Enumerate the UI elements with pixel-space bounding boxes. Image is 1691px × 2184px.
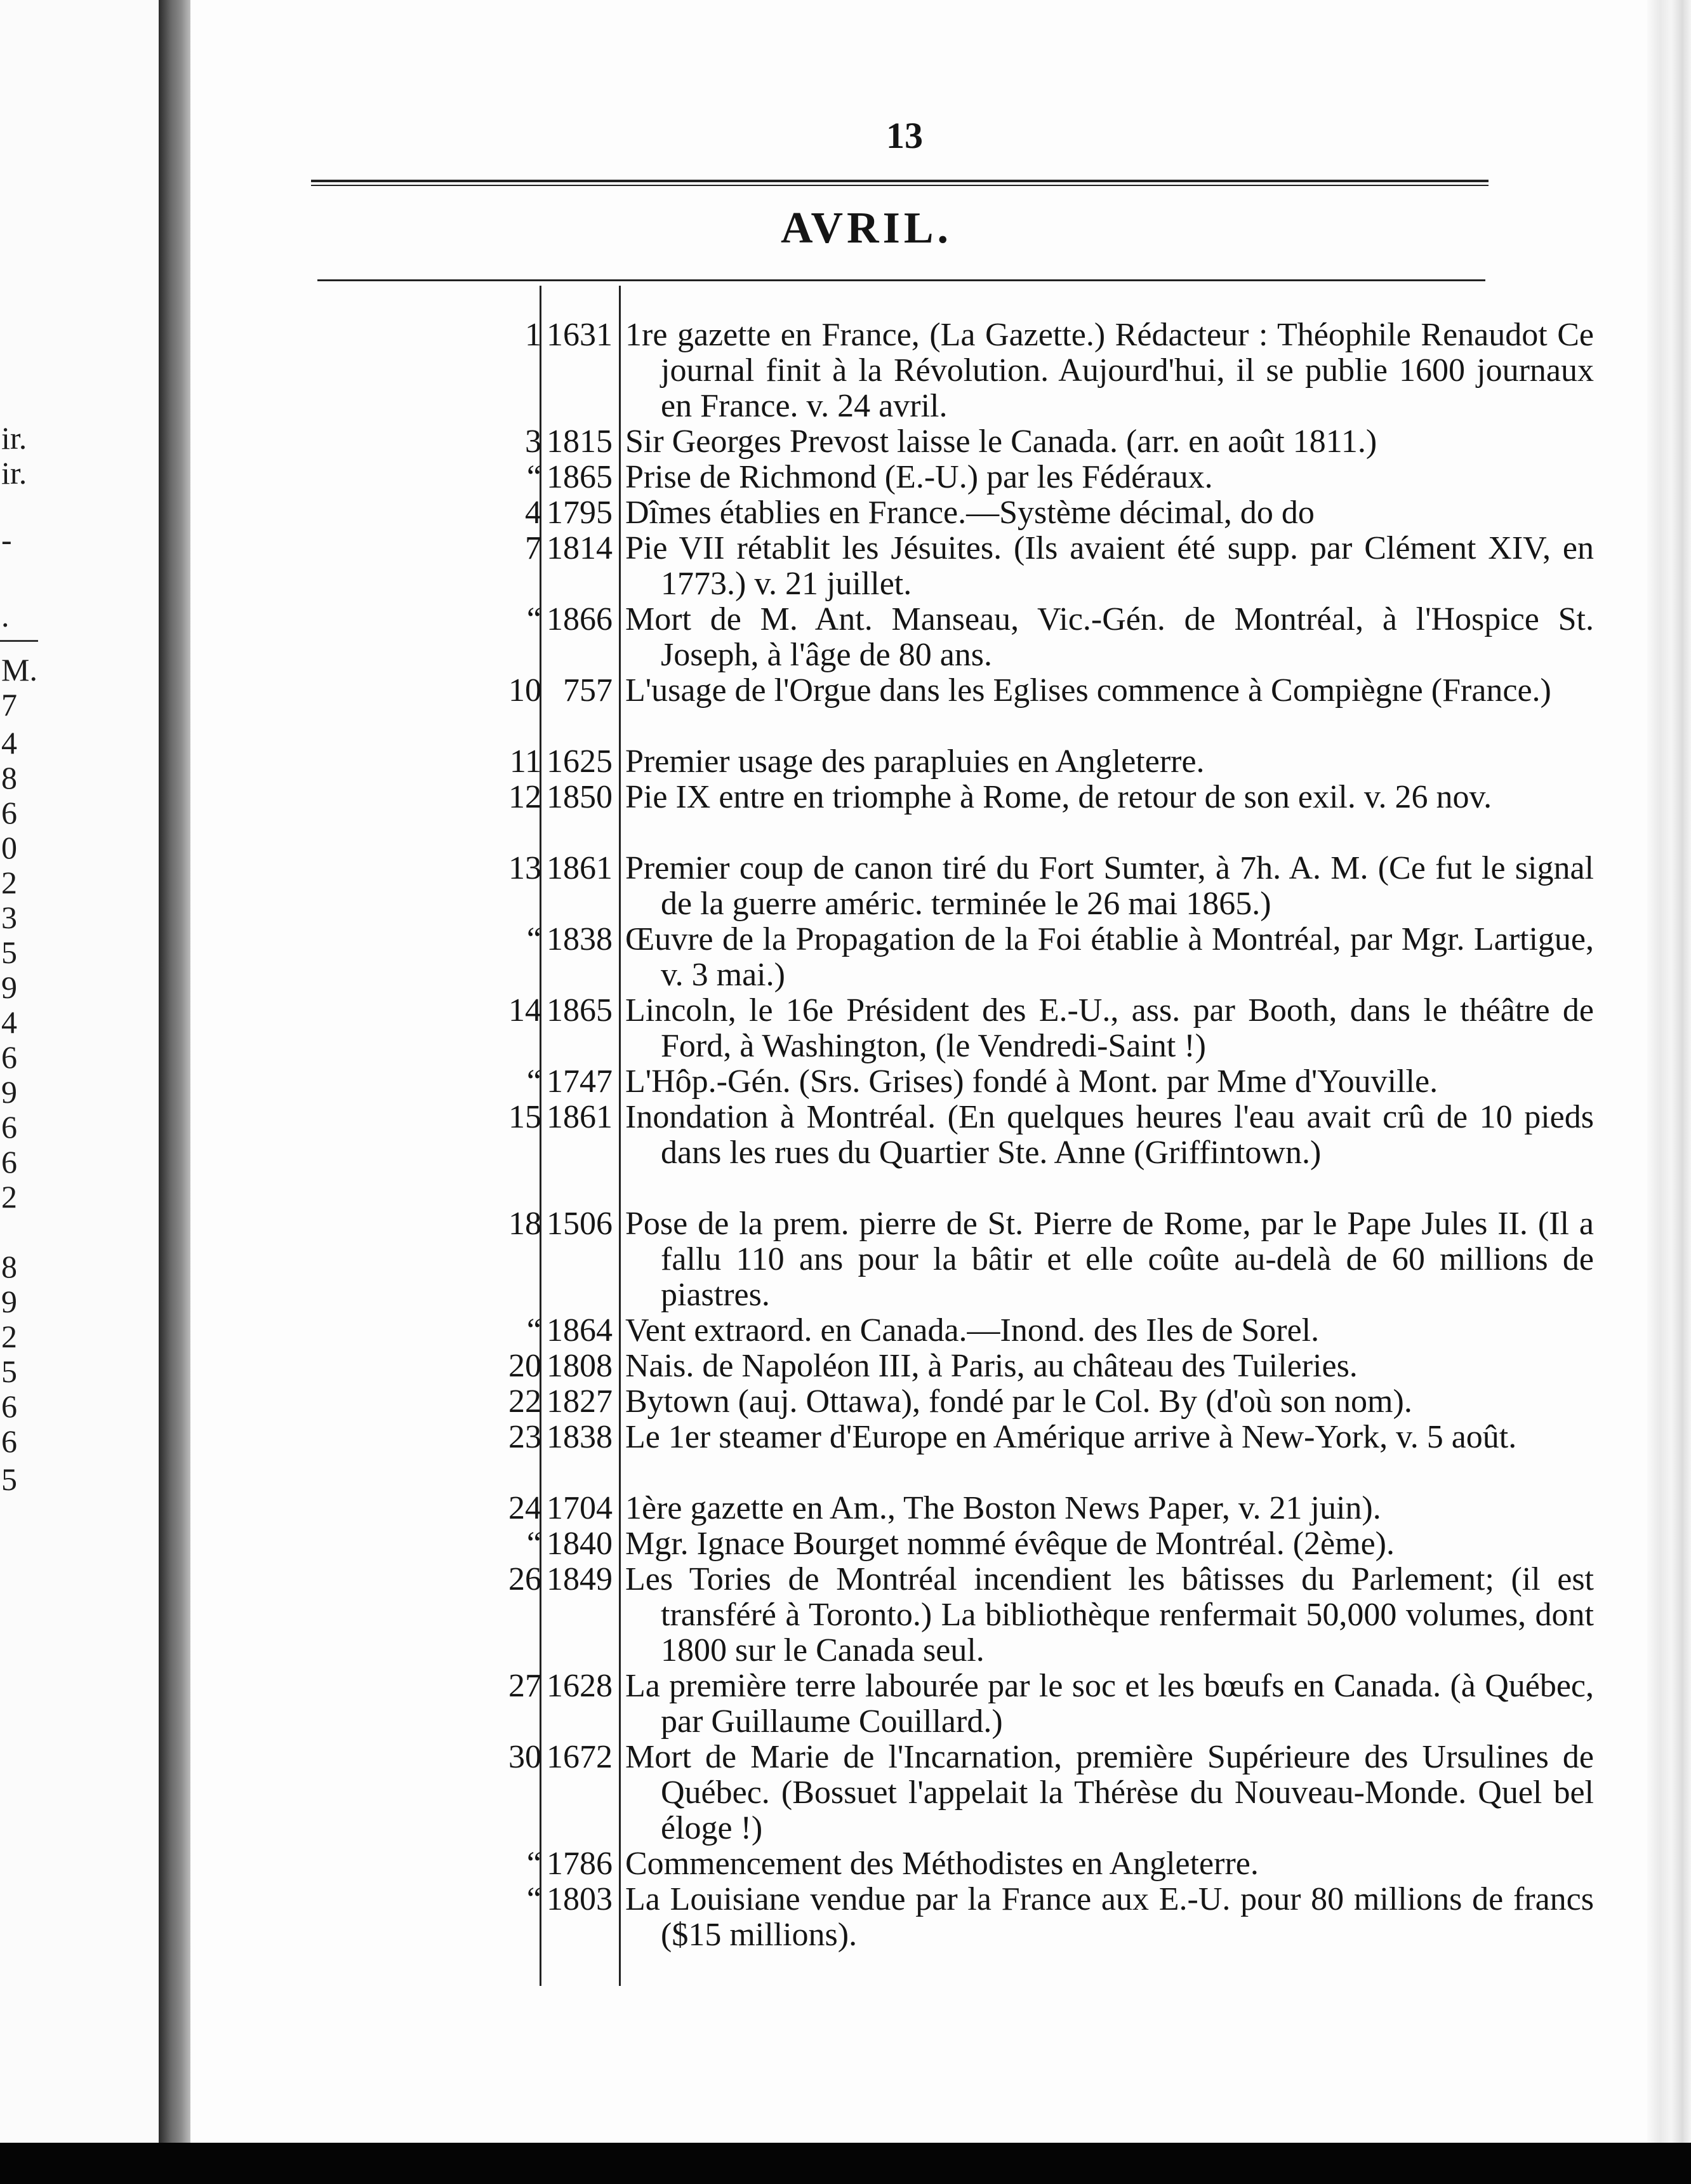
previous-page-fragment: 5 (1, 1354, 17, 1389)
entry-text: La première terre labourée par le soc et les bœufs en Canada. (à Québec, par Guillaume Couillard.) (625, 1668, 1594, 1740)
entry-text: 1ère gazette en Am., The Boston News Paper, v. 21 juin). (625, 1490, 1381, 1526)
entry-day: “ (526, 1063, 541, 1100)
top-rule (311, 180, 1489, 182)
entry-year: 1672 (547, 1739, 613, 1775)
entry-year: 1808 (547, 1348, 613, 1384)
previous-page-fragment: 5 (1, 935, 17, 970)
entry-year: 1866 (547, 601, 613, 637)
entry-text: Le 1er steamer d'Europe en Amérique arrive à New-York, v. 5 août. (625, 1419, 1517, 1455)
entry-day: “ (526, 1312, 541, 1348)
previous-page-fragment: 3 (1, 900, 17, 935)
entry-text: Commencement des Méthodistes en Angleterre. (625, 1846, 1259, 1882)
entry-day: “ (526, 1846, 541, 1882)
previous-page-edge (0, 0, 159, 2143)
entry-day: 22 (508, 1383, 541, 1420)
entry-year: 1861 (547, 850, 613, 886)
entry-day: 4 (525, 495, 541, 531)
entry-text: Sir Georges Prevost laisse le Canada. (arr. en août 1811.) (625, 423, 1377, 460)
entry-day: 27 (508, 1668, 541, 1704)
entry-text: Bytown (auj. Ottawa), fondé par le Col. By (d'où son nom). (625, 1383, 1412, 1420)
entry-text: Œuvre de la Propagation de la Foi établie à Montréal, par Mgr. Lartigue, v. 3 mai.) (625, 921, 1594, 993)
previous-page-fragment: 9 (1, 1074, 17, 1110)
entry-year: 1864 (547, 1312, 613, 1348)
entry-day: 7 (525, 530, 541, 566)
entry-year: 1861 (547, 1099, 613, 1135)
entry-year: 1838 (547, 1419, 613, 1455)
year-column-line (619, 286, 621, 1986)
entry-year: 1865 (547, 992, 613, 1029)
entry-text: Lincoln, le 16e Président des E.-U., ass. par Booth, dans le théâtre de Ford, à Washington, (le Vendredi-Saint !) (625, 992, 1594, 1064)
previous-page-fragment: 6 (1, 1109, 17, 1145)
entry-text: Mgr. Ignace Bourget nommé évêque de Montréal. (2ème). (625, 1526, 1395, 1562)
entry-day: 20 (508, 1348, 541, 1384)
entry-year: 1704 (547, 1490, 613, 1526)
previous-page-fragment: 7 (1, 687, 17, 722)
entry-text: Mort de Marie de l'Incarnation, première Supérieure des Ursulines de Québec. (Bossuet l'appelait la Thérèse du Nouveau-Monde. Quel bel éloge !) (625, 1739, 1594, 1846)
previous-page-fragment: 4 (1, 725, 17, 761)
previous-page-fragment: - (1, 522, 12, 557)
entry-day: 30 (508, 1739, 541, 1775)
entry-day: 13 (508, 850, 541, 886)
entry-text: L'Hôp.-Gén. (Srs. Grises) fondé à Mont. par Mme d'Youville. (625, 1063, 1438, 1100)
entry-year: 1628 (547, 1668, 613, 1704)
entry-day: “ (526, 1526, 541, 1562)
entry-year: 1849 (547, 1561, 613, 1597)
entry-year: 1815 (547, 423, 613, 460)
entry-year: 1840 (547, 1526, 613, 1562)
previous-page-fragment: 4 (1, 1004, 17, 1040)
previous-page-fragment: 6 (1, 1423, 17, 1459)
previous-page-fragment: 2 (1, 865, 17, 900)
previous-page-fragment: 6 (1, 1388, 17, 1424)
previous-page-fragment: 6 (1, 795, 17, 830)
previous-page-fragment: ir. (1, 420, 27, 456)
scan-bottom-border (0, 2143, 1691, 2184)
entry-text: Pie VII rétablit les Jésuites. (Ils avaient été supp. par Clément XIV, en 1773.) v. 21 juillet. (625, 530, 1594, 602)
previous-page-fragment: 0 (1, 830, 17, 865)
entry-year: 1814 (547, 530, 613, 566)
entry-day: 15 (508, 1099, 541, 1135)
previous-page-fragment: M. (1, 652, 37, 688)
entry-year: 1631 (547, 317, 613, 353)
entry-day: 11 (509, 743, 541, 780)
previous-page-fragment: 2 (1, 1319, 17, 1354)
entry-text: Vent extraord. en Canada.—Inond. des Iles de Sorel. (625, 1312, 1320, 1348)
entry-year: 1865 (547, 459, 613, 495)
entry-day: 1 (525, 317, 541, 353)
entry-year: 1838 (547, 921, 613, 957)
entry-day: “ (526, 459, 541, 495)
previous-page-rule (0, 640, 38, 642)
page-number: 13 (886, 115, 923, 156)
entry-year: 1506 (547, 1206, 613, 1242)
entry-day: 24 (508, 1490, 541, 1526)
previous-page-fragment: 5 (1, 1462, 17, 1497)
entry-day: 18 (508, 1206, 541, 1242)
entry-day: “ (526, 601, 541, 637)
entry-text: Inondation à Montréal. (En quelques heures l'eau avait crû de 10 pieds dans les rues du Quartier Ste. Anne (Griffintown.) (625, 1099, 1594, 1171)
entry-day: “ (526, 1881, 541, 1917)
entry-day: 3 (525, 423, 541, 460)
entry-year: 1803 (547, 1881, 613, 1917)
entry-year: 1850 (547, 779, 613, 815)
entry-day: 12 (508, 779, 541, 815)
previous-page-fragment: 2 (1, 1179, 17, 1215)
previous-page-fragment: 6 (1, 1039, 17, 1075)
entry-year: 1827 (547, 1383, 613, 1420)
entry-day: 10 (508, 672, 541, 709)
page (190, 0, 1647, 2143)
entry-day: “ (526, 921, 541, 957)
previous-page-fragment: ir. (1, 455, 27, 491)
book-gutter (159, 0, 190, 2143)
entry-text: L'usage de l'Orgue dans les Eglises commence à Compiègne (France.) (625, 672, 1551, 709)
entry-day: 14 (508, 992, 541, 1029)
previous-page-fragment: 6 (1, 1144, 17, 1180)
entry-text: Premier coup de canon tiré du Fort Sumter, à 7h. A. M. (Ce fut le signal de la guerre améric. terminée le 26 mai 1865.) (625, 850, 1594, 922)
previous-page-fragment: 9 (1, 1284, 17, 1319)
top-rule-thin (311, 185, 1489, 186)
page-stack-edge (1647, 0, 1691, 2143)
previous-page-fragment: 8 (1, 1249, 17, 1284)
entry-year: 1625 (547, 743, 613, 780)
entry-year: 1795 (547, 495, 613, 531)
previous-page-fragment: . (1, 598, 10, 634)
entry-text: Prise de Richmond (E.-U.) par les Fédéraux. (625, 459, 1213, 495)
entry-text: Mort de M. Ant. Manseau, Vic.-Gén. de Montréal, à l'Hospice St. Joseph, à l'âge de 80 ans. (625, 601, 1594, 673)
entry-text: La Louisiane vendue par la France aux E.-U. pour 80 millions de francs ($15 millions). (625, 1881, 1594, 1953)
entry-day: 23 (508, 1419, 541, 1455)
entry-text: 1re gazette en France, (La Gazette.) Rédacteur : Théophile Renaudot Ce journal finit à la Révolution. Aujourd'hui, il se publie 1600 journaux en France. v. 24 avril. (625, 317, 1594, 424)
previous-page-fragment: 9 (1, 969, 17, 1005)
entry-text: Pose de la prem. pierre de St. Pierre de Rome, par le Pape Jules II. (Il a fallu 110 ans pour la bâtir et elle coûte au-delà de 60 millions de piastres. (625, 1206, 1594, 1313)
month-heading: AVRIL. (780, 204, 953, 253)
entry-text: Nais. de Napoléon III, à Paris, au château des Tuileries. (625, 1348, 1358, 1384)
entry-text: Dîmes établies en France.—Système décimal, do do (625, 495, 1315, 531)
entry-day: 26 (508, 1561, 541, 1597)
previous-page-fragment: 8 (1, 760, 17, 796)
entry-text: Pie IX entre en triomphe à Rome, de retour de son exil. v. 26 nov. (625, 779, 1492, 815)
entry-year: 1786 (547, 1846, 613, 1882)
entry-text: Premier usage des parapluies en Angleterre. (625, 743, 1205, 780)
heading-rule (317, 279, 1485, 281)
entry-text: Les Tories de Montréal incendient les bâtisses du Parlement; (il est transféré à Toronto.) La bibliothèque renfermait 50,000 volumes, dont 1800 sur le Canada seul. (625, 1561, 1594, 1668)
entry-year: 757 (563, 672, 613, 709)
entry-year: 1747 (547, 1063, 613, 1100)
